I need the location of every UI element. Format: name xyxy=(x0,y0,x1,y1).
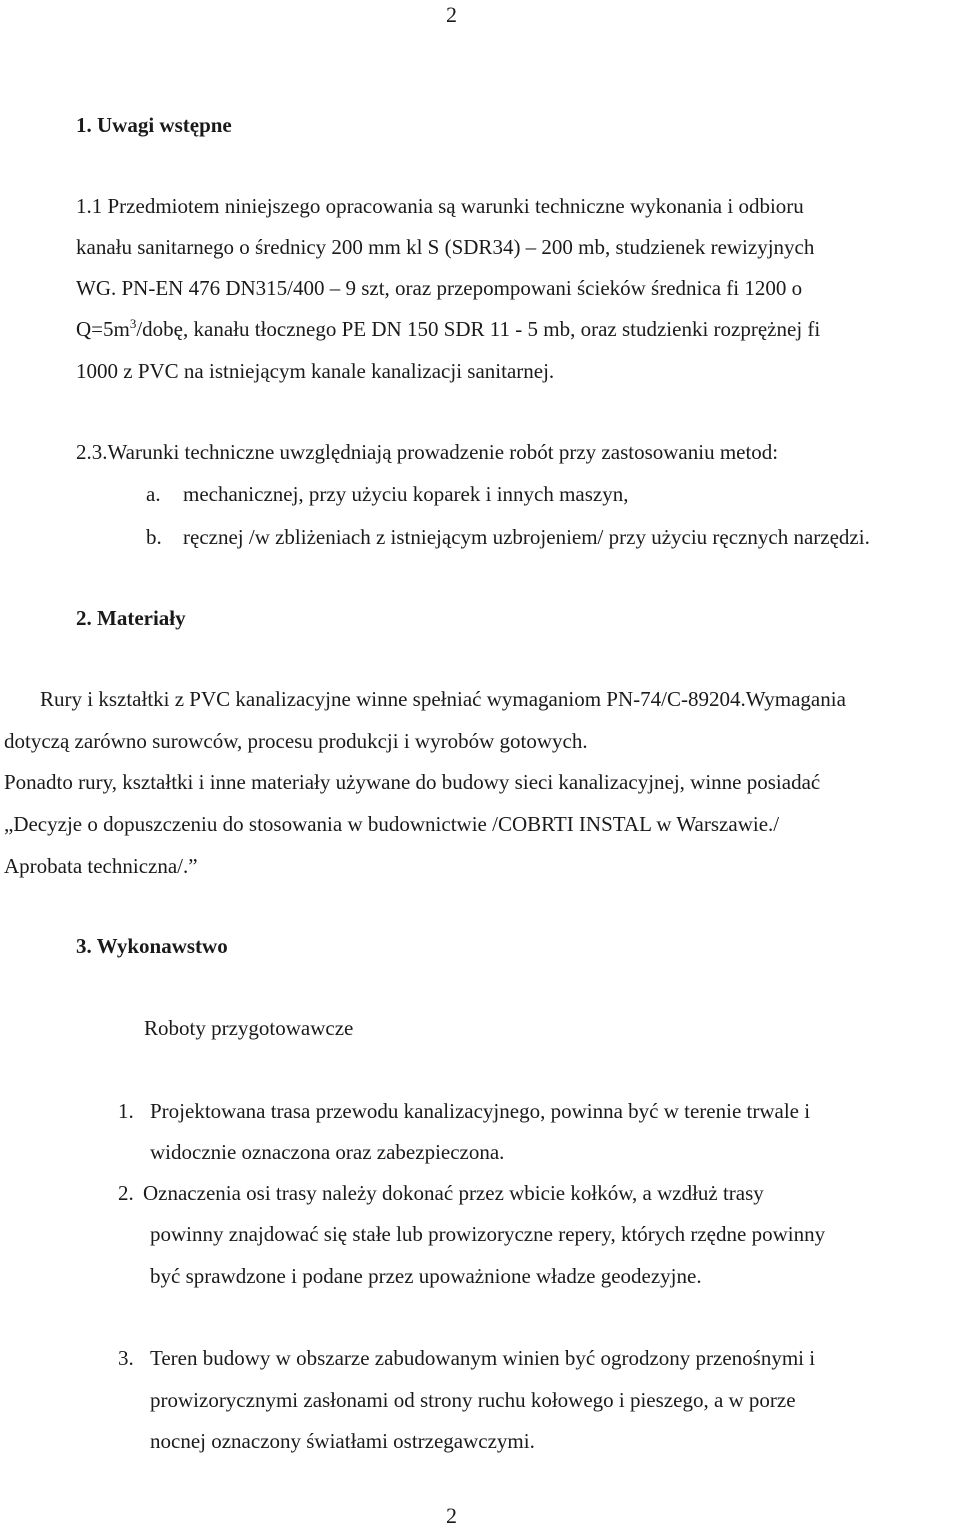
list-item-text: prowizorycznymi zasłonami od strony ruchu kołowego i pieszego, a w porze xyxy=(150,1388,796,1412)
list-marker: 3. xyxy=(118,1346,134,1370)
paragraph-line: dotyczą zarówno surowców, procesu produkcji i wyrobów gotowych. xyxy=(4,729,588,753)
paragraph-line xyxy=(76,316,821,341)
list-item-text: mechanicznej, przy użyciu koparek i innych maszyn, xyxy=(183,482,629,506)
paragraph-line: Aprobata techniczna/.” xyxy=(4,854,198,878)
list-item-text: widocznie oznaczona oraz zabezpieczona. xyxy=(150,1140,505,1164)
list-item-text: być sprawdzone i podane przez upoważnione władze geodezyjne. xyxy=(150,1264,702,1288)
paragraph-line: Rury i kształtki z PVC kanalizacyjne winne spełniać wymaganiom PN-74/C-89204.Wymagania xyxy=(40,687,846,711)
list-item-text: Oznaczenia osi trasy należy dokonać przez wbicie kołków, a wzdłuż trasy xyxy=(143,1181,764,1205)
subsection-2-3: 2.3.Warunki techniczne uwzględniają prowadzenie robót przy zastosowaniu metod: xyxy=(76,440,779,464)
paragraph-text: /dobę, kanału tłocznego PE DN 150 SDR 11 - 5 mb, oraz studzienki rozprężnej fi xyxy=(136,317,821,341)
paragraph-line: WG. PN-EN 476 DN315/400 – 9 szt, oraz przepompowani ścieków średnica fi 1200 o xyxy=(76,276,803,300)
paragraph-line: Ponadto rury, kształtki i inne materiały używane do budowy sieci kanalizacyjnej, winne posiadać xyxy=(4,770,821,794)
section-3-subheading: Roboty przygotowawcze xyxy=(144,1016,354,1040)
list-item-text: Projektowana trasa przewodu kanalizacyjnego, powinna być w terenie trwale i xyxy=(150,1099,811,1123)
list-item-text: nocnej oznaczony światłami ostrzegawczymi. xyxy=(150,1429,535,1453)
list-marker: 2. xyxy=(118,1181,134,1205)
page-number-bottom: 2 xyxy=(446,1503,457,1528)
list-item-text: ręcznej /w zbliżeniach z istniejącym uzbrojeniem/ przy użyciu ręcznych narzędzi. xyxy=(183,525,870,549)
page-number-top: 2 xyxy=(446,2,457,27)
list-item-text: powinny znajdować się stałe lub prowizoryczne repery, których rzędne powinny xyxy=(150,1222,826,1246)
paragraph-line: 1000 z PVC na istniejącym kanale kanalizacji sanitarnej. xyxy=(76,359,555,383)
paragraph-line: 1.1 Przedmiotem niniejszego opracowania są warunki techniczne wykonania i odbioru xyxy=(76,194,804,218)
section-1-heading: 1. Uwagi wstępne xyxy=(76,113,232,137)
section-3-heading: 3. Wykonawstwo xyxy=(76,934,228,958)
list-item-text: Teren budowy w obszarze zabudowanym winien być ogrodzony przenośnymi i xyxy=(150,1346,816,1370)
list-marker: b. xyxy=(146,525,162,549)
superscript: 3 xyxy=(129,316,137,331)
section-2-heading: 2. Materiały xyxy=(76,606,186,630)
list-marker: 1. xyxy=(118,1099,134,1123)
list-marker: a. xyxy=(146,482,161,506)
paragraph-line: kanału sanitarnego o średnicy 200 mm kl S (SDR34) – 200 mb, studzienek rewizyjnych xyxy=(76,235,815,259)
paragraph-line: „Decyzje o dopuszczeniu do stosowania w budownictwie /COBRTI INSTAL w Warszawie./ xyxy=(4,812,780,836)
flow-rate-text: Q=5m xyxy=(76,317,130,341)
